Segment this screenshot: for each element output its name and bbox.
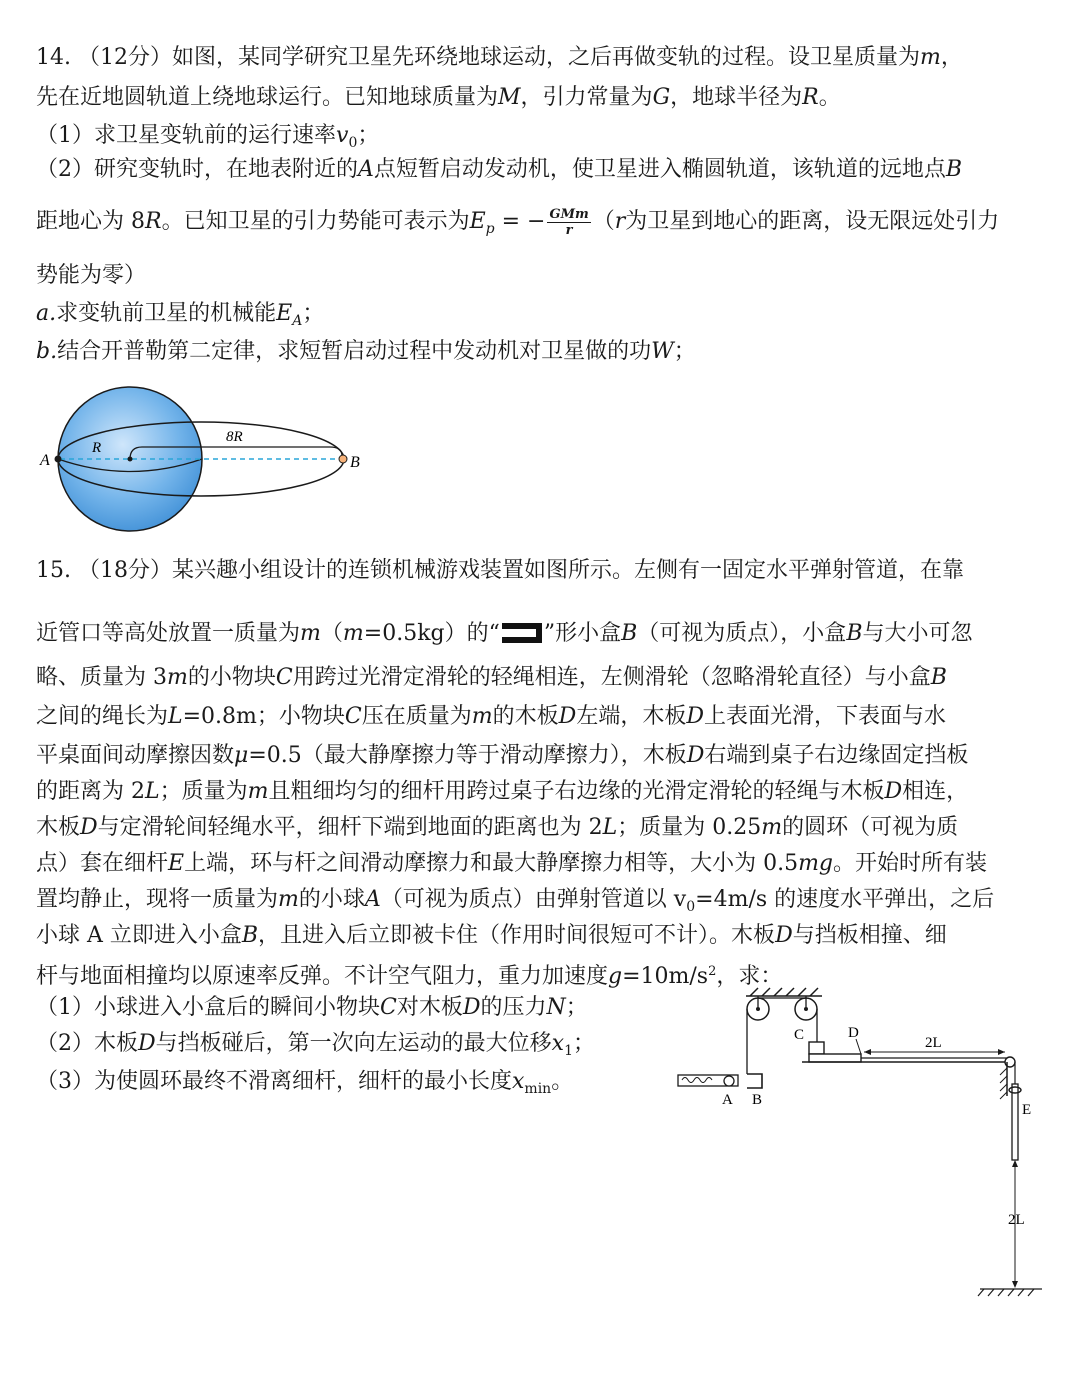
q15-text: ，且进入后立即被卡住（作用时间很短可不计）。木板 (258, 923, 776, 948)
q15-text: =0.5kg）的“ (363, 621, 500, 646)
var-L: L (145, 779, 160, 804)
subscript: 0 (686, 899, 696, 915)
var-A: A (358, 157, 374, 182)
q14-part-a (36, 300, 324, 335)
left-pulley-axle (756, 1007, 760, 1011)
var-x: x (512, 1069, 525, 1094)
q15-text: 上端，环与杆之间滑动摩擦力和最大静摩擦力相等，大小为 0.5 (184, 851, 799, 876)
q15-text: 置均静止，现将一质量为 (36, 887, 279, 912)
label-b: b. (36, 339, 58, 364)
q15-line-5 (36, 742, 968, 770)
q15-text: （可视为质点），小盒 (637, 621, 847, 646)
fraction-denominator: r (565, 222, 573, 238)
var-m: m (167, 665, 188, 690)
q15-text: 点）套在细杆 (36, 851, 169, 876)
q14-text: 求变轨前卫星的机械能 (56, 301, 277, 326)
q14-text: （ (592, 209, 615, 234)
arrow-left-icon (864, 1049, 871, 1055)
var-D: D (686, 743, 705, 768)
q15-text: ； (573, 1031, 596, 1056)
q15-text: 小球 A 立即进入小盒 (36, 923, 242, 948)
arrow-down-icon (1012, 1281, 1018, 1288)
q15-text: 木板 (36, 815, 81, 840)
q15-text: （ (320, 621, 343, 646)
q15-line-8 (36, 850, 987, 878)
mechanism-figure (670, 984, 1060, 1304)
subscript: 0 (348, 135, 358, 151)
var-C: C (380, 995, 397, 1020)
q15-text: （2）木板 (36, 1031, 138, 1056)
q14-text: 势能为零） (36, 263, 147, 288)
rod-e (1012, 1084, 1018, 1160)
label-a: A (40, 452, 50, 469)
q15-text: 的距离为 2 (36, 779, 145, 804)
var-W: W (651, 339, 674, 364)
point-b-dot (339, 455, 347, 463)
q15-line-9 (36, 886, 994, 921)
q14-text: 结合开普勒第二定律，求短暂启动过程中发动机对卫星做的功 (57, 339, 652, 364)
var-v: v (336, 123, 349, 148)
label-r: R (92, 440, 102, 456)
board-d (809, 1054, 861, 1062)
q14-text: （1）求卫星变轨前的运行速率 (36, 123, 336, 148)
q14-part-b (36, 338, 696, 366)
q15-line-2 (36, 620, 973, 648)
q14-text: 。已知卫星的引力势能可表示为 (161, 209, 470, 234)
subscript: 1 (564, 1043, 573, 1059)
var-r: r (614, 209, 626, 234)
q15-text: ；质量为 (159, 779, 248, 804)
q14-text: ，地球半径为 (670, 85, 803, 110)
var-L: L (602, 815, 618, 840)
label-e: E (1022, 1102, 1032, 1118)
label-c: C (794, 1027, 805, 1043)
var-D: D (462, 995, 481, 1020)
q15-text: 的圆环（可视为质 (782, 815, 959, 840)
q15-text: 与挡板碰后，第一次向左运动的最大位移 (155, 1031, 552, 1056)
wall-hatch (1000, 1068, 1007, 1099)
var-mg: mg (798, 851, 834, 876)
q15-text: 右端到桌子右边缘固定挡板 (704, 743, 969, 768)
q14-text: 距地心为 8 (36, 209, 145, 234)
q15-text: 与定滑轮间轻绳水平，细杆下端到地面的距离也为 2 (97, 815, 603, 840)
q14-text: ； (302, 301, 325, 326)
subscript: p (485, 221, 495, 237)
q14-text: 14. （12分）如图，某同学研究卫星先环绕地球运动，之后再做变轨的过程。设卫星质量为 (36, 45, 920, 70)
q14-text: ，引力常量为 (520, 85, 653, 110)
q15-text: 略、质量为 3 (36, 665, 167, 690)
q14-text: 点短暂启动发动机，使卫星进入椭圆轨道，该轨道的远地点 (373, 157, 946, 182)
orbit-figure (30, 378, 370, 548)
label-b: B (752, 1092, 763, 1108)
q15-text: （3）为使圆环最终不滑离细杆，细杆的最小长度 (36, 1069, 512, 1094)
var-N: N (546, 995, 566, 1020)
box-b (747, 1074, 762, 1088)
var-g: g (608, 964, 623, 989)
q14-text: （2）研究变轨时，在地表附近的 (36, 157, 358, 182)
q15-text: （可视为质点）由弹射管道以 v (380, 887, 687, 912)
q15-text: =4m/s 的速度水平弹出，之后 (695, 887, 995, 912)
q15-text: 平桌面间动摩擦因数 (36, 743, 235, 768)
var-m: m (919, 45, 941, 70)
var-m: m (342, 621, 364, 646)
q15-text: 且粗细均匀的细杆用跨过桌子右边缘的光滑定滑轮的轻绳与木板 (268, 779, 885, 804)
ground (978, 1289, 1042, 1296)
q15-text: 的小球 (298, 887, 365, 912)
arrow-right-icon (998, 1049, 1005, 1055)
q15-text: =0.8m；小物块 (182, 704, 345, 729)
ball-a (724, 1076, 734, 1086)
var-M: M (498, 85, 521, 110)
box-shape-icon (502, 623, 542, 643)
q14-part-1 (36, 122, 379, 157)
q14-part-2-formula (36, 206, 999, 245)
label-d-leader (856, 1039, 861, 1054)
ceiling (746, 988, 822, 996)
q15-text: 。 (551, 1069, 574, 1094)
q15-text: ”形小盒 (543, 621, 622, 646)
equals-sign: = − (494, 209, 546, 234)
q15-text: 之间的绳长为 (36, 704, 169, 729)
var-m: m (471, 704, 493, 729)
var-D: D (558, 704, 577, 729)
var-m: m (278, 887, 299, 912)
q14-text: ； (357, 123, 380, 148)
subscript: min (524, 1081, 552, 1097)
q15-text: ，求： (716, 964, 783, 989)
q15-line-4 (36, 703, 946, 731)
q15-text: 。开始时所有装 (833, 851, 988, 876)
var-R: R (145, 209, 162, 234)
q15-line-3 (36, 664, 947, 692)
q15-text: 左端，木板 (576, 704, 687, 729)
var-G: G (652, 85, 671, 110)
label-2l-top: 2L (925, 1035, 942, 1051)
var-x: x (551, 1031, 565, 1056)
var-D: D (138, 1031, 156, 1056)
var-A: A (364, 887, 381, 912)
q15-text: 用跨过光滑定滑轮的轻绳相连，左侧滑轮（忽略滑轮直径）与小盒 (292, 665, 931, 690)
q15-text: =10m/s (622, 964, 709, 989)
var-mu: μ (234, 743, 249, 768)
label-a: a. (36, 301, 57, 326)
block-c (809, 1042, 824, 1054)
arrow-up-icon (1012, 1160, 1018, 1167)
var-E: E (276, 301, 293, 326)
q15-text: （1）小球进入小盒后的瞬间小物块 (36, 995, 380, 1020)
q15-text: 对木板 (396, 995, 463, 1020)
q15-text: 的木板 (492, 704, 559, 729)
var-B: B (241, 923, 259, 948)
q15-part-2 (36, 1030, 595, 1065)
var-R: R (802, 85, 819, 110)
q14-part-2 (36, 156, 962, 184)
label-a: A (722, 1092, 733, 1108)
var-D: D (884, 779, 903, 804)
q15-text: 杆与地面相撞均以原速率反弹。不计空气阻力，重力加速度 (36, 964, 609, 989)
q15-line-1 (36, 557, 964, 585)
q15-text: 与挡板相撞、细 (792, 923, 947, 948)
var-C: C (344, 704, 362, 729)
var-m: m (247, 779, 269, 804)
q14-line-2 (36, 84, 841, 112)
q15-line-10 (36, 922, 947, 950)
q15-line-6 (36, 778, 968, 806)
q15-text: =0.5（最大静摩擦力等于滑动摩擦力），木板 (248, 743, 687, 768)
q15-part-1 (36, 994, 588, 1022)
right-pulley-axle (804, 1007, 808, 1011)
q15-text: 的小物块 (187, 665, 276, 690)
q14-text: 。 (818, 85, 841, 110)
q14-text: ； (673, 339, 696, 364)
var-D: D (80, 815, 98, 840)
var-C: C (275, 665, 293, 690)
var-B: B (930, 665, 947, 690)
var-L: L (168, 704, 183, 729)
fraction-numerator: GMm (549, 206, 589, 222)
var-B: B (621, 621, 638, 646)
point-a-dot (55, 456, 62, 463)
superscript: 2 (708, 964, 717, 979)
var-m: m (300, 621, 321, 646)
q14-text: 为卫星到地心的距离，设无限远处引力 (625, 209, 1000, 234)
var-B: B (846, 621, 863, 646)
q15-text: 压在质量为 (361, 704, 472, 729)
fraction-gmm-over-r (547, 207, 590, 238)
q15-text: 近管口等高处放置一质量为 (36, 621, 301, 646)
q15-text: 的压力 (480, 995, 547, 1020)
q14-text: ， (940, 45, 963, 70)
q15-text: 上表面光滑，下表面与水 (703, 704, 946, 729)
q14-line-6 (36, 262, 146, 290)
var-D: D (686, 704, 704, 729)
label-2l-right: 2L (1008, 1212, 1025, 1228)
var-m: m (761, 815, 783, 840)
earth-center-dot (128, 457, 133, 462)
q15-text: 15. （18分）某兴趣小组设计的连锁机械游戏装置如图所示。左侧有一固定水平弹射管道，在靠 (36, 558, 964, 583)
subscript: A (292, 313, 303, 329)
label-8r: 8R (226, 429, 243, 445)
label-b: B (350, 454, 360, 471)
q15-text: ；质量为 0.25 (617, 815, 762, 840)
label-d: D (848, 1025, 859, 1041)
q15-text: 与大小可忽 (862, 621, 973, 646)
var-D: D (775, 923, 793, 948)
var-B: B (945, 157, 963, 182)
q14-line-1 (36, 44, 963, 72)
var-E: E (168, 851, 185, 876)
q15-text: ； (565, 995, 588, 1020)
q15-line-7 (36, 814, 958, 842)
q14-text: 先在近地圆轨道上绕地球运行。已知地球质量为 (36, 85, 499, 110)
var-E: E (469, 209, 486, 234)
q15-text: 相连， (902, 779, 969, 804)
q15-part-3 (36, 1068, 573, 1103)
